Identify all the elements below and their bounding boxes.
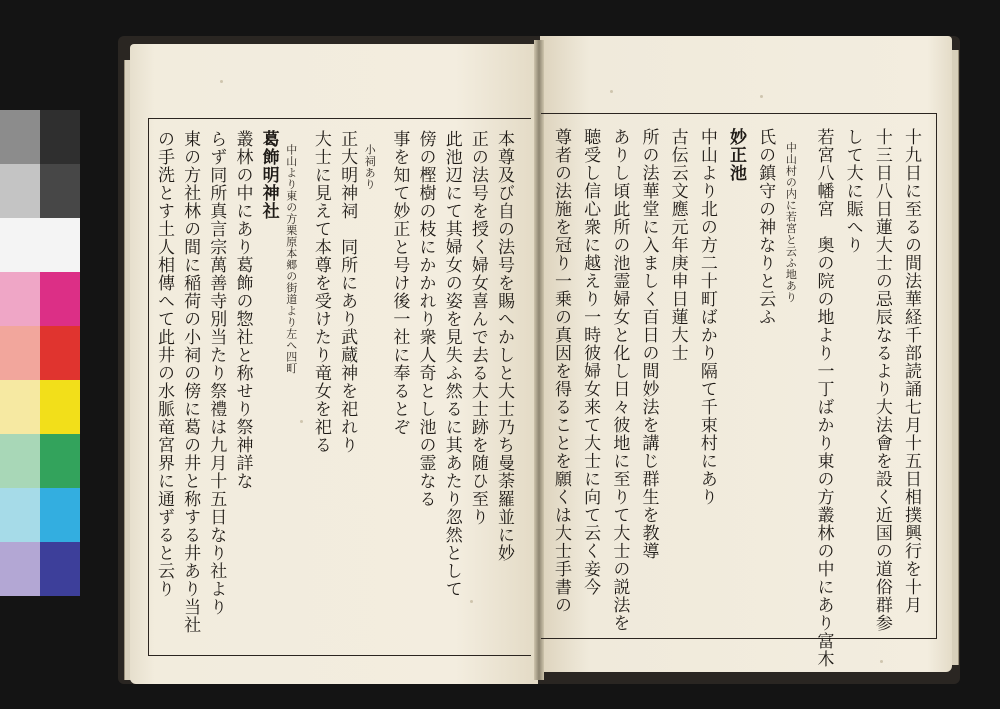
paper-speck bbox=[220, 80, 223, 83]
checker-swatch bbox=[40, 326, 80, 380]
paper-speck bbox=[470, 600, 473, 603]
left-page-text-column: 大士に見えて本尊を受けたり竜女を祀る bbox=[310, 130, 331, 454]
paper-speck bbox=[300, 420, 303, 423]
checker-swatch bbox=[0, 218, 40, 272]
right-page-text-column: 中山村の内に若宮と云ふ地あり bbox=[784, 142, 798, 303]
checker-swatch bbox=[0, 542, 40, 596]
checker-swatch bbox=[40, 218, 80, 272]
checker-swatch bbox=[0, 488, 40, 542]
right-page-text-column: 氏の鎮守の神なりと云ふ bbox=[755, 128, 776, 326]
checker-swatch bbox=[0, 164, 40, 218]
right-page-text-column: 古伝云文應元年庚申日蓮大士 bbox=[667, 128, 688, 362]
left-page-text-column: 正大明神祠 同所にあり武蔵神を祀れり bbox=[337, 130, 358, 454]
left-page-text-column: 叢林の中にあり葛飾の惣社と称せり祭神詳な bbox=[232, 130, 253, 490]
right-page-text-column: 妙正池 bbox=[726, 128, 746, 182]
right-page-text-column: 十三日八日蓮大士の忌辰なるより大法會を設く近国の道俗群参 bbox=[871, 128, 892, 632]
right-page-text-column: 聴受し信心衆に越えり一時彼婦女来て大士に向て云く妾今 bbox=[580, 128, 601, 596]
checker-swatch bbox=[40, 272, 80, 326]
checker-swatch bbox=[40, 164, 80, 218]
checker-swatch bbox=[0, 380, 40, 434]
checker-swatch bbox=[0, 326, 40, 380]
checker-swatch bbox=[40, 434, 80, 488]
right-page-text-column: 十九日に至るの間法華経千部読誦七月十五日相撲興行を十月 bbox=[901, 128, 921, 614]
paper-speck bbox=[880, 660, 883, 663]
left-page-text-column: 事を知て妙正と号け後一社に奉るとぞ bbox=[389, 130, 410, 436]
left-page-text-column: の手洗とす土人相傳へて此井の水脈竜宮界に通ずると云り bbox=[154, 130, 174, 598]
left-page-text-column: 傍の樫樹の枝にかかれり衆人奇とし池の霊なる bbox=[415, 130, 436, 508]
right-page-text-column: 若宮八幡宮 奥の院の地より一丁ばかり東の方叢林の中にあり富木 bbox=[813, 128, 834, 668]
checker-swatch bbox=[40, 542, 80, 596]
color-checker-card bbox=[0, 110, 80, 597]
checker-swatch bbox=[40, 110, 80, 164]
checker-swatch bbox=[0, 272, 40, 326]
left-page-text-column: 東の方社林の間に稲荷の小祠の傍に葛の井と称する井あり当社 bbox=[180, 130, 201, 634]
paper-speck bbox=[760, 95, 763, 98]
right-page-text-column: 中山より北の方二十町ばかり隔て千束村にあり bbox=[696, 128, 717, 506]
right-page-text-column: 所の法華堂に入ましく百日の間妙法を講じ群生を教導 bbox=[638, 128, 659, 560]
checker-swatch bbox=[0, 110, 40, 164]
checker-swatch bbox=[40, 488, 80, 542]
checker-swatch bbox=[0, 434, 40, 488]
left-page-text-column: 正の法号を授く婦女喜んで去る大士跡を随ひ至り bbox=[467, 130, 488, 526]
paper-speck bbox=[610, 90, 613, 93]
left-page-text-column: らず同所真言宗萬善寺別当たり祭禮は九月十五日なり社より bbox=[206, 130, 227, 616]
checker-swatch bbox=[40, 380, 80, 434]
left-page-text-column: 小祠あり bbox=[363, 144, 377, 190]
right-page-text-column: 尊者の法施を冠り一乗の真因を得ることを願くは大士手書の bbox=[551, 128, 571, 614]
right-page-text-column: ありし頃此所の池霊婦女と化し日々彼地に至りて大士の説法を bbox=[609, 128, 630, 632]
right-page-text-column: して大に賑へり bbox=[842, 128, 863, 254]
left-page-text-column: 葛飾明神社 bbox=[258, 130, 279, 220]
left-page-text-column: 中山より東の方栗原本郷の街道より左へ四町 bbox=[284, 144, 298, 374]
left-page-text-column: 本尊及び自の法号を賜へかしと大士乃ち曼荼羅並に妙 bbox=[494, 130, 514, 562]
left-page-text-column: 此池辺にて其婦女の姿を見失ふ然るに其あたり忽然として bbox=[441, 130, 462, 598]
